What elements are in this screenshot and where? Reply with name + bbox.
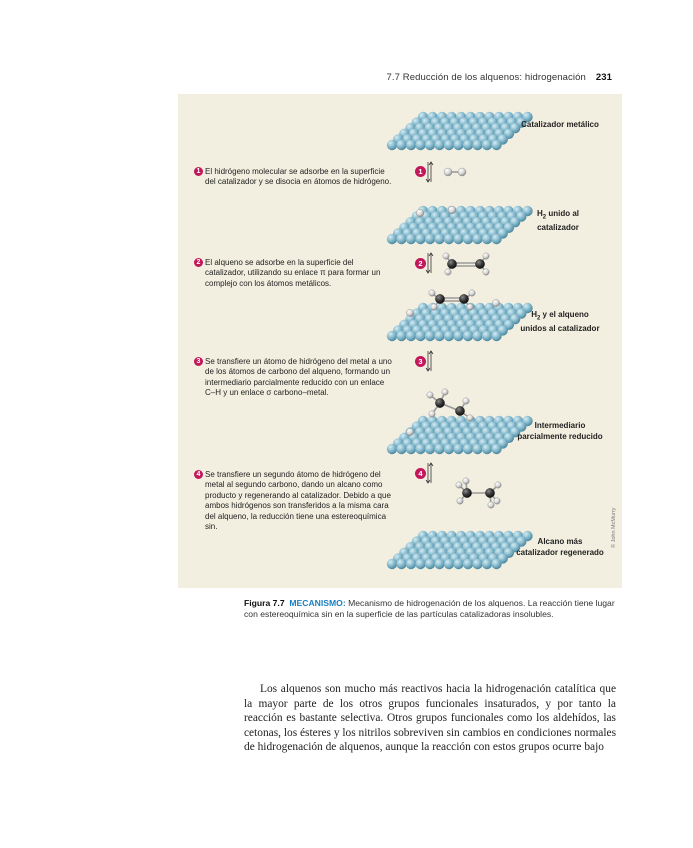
c-atom [485, 488, 494, 497]
c-atom [455, 406, 464, 415]
h-atom [429, 290, 435, 296]
stage-label-h2-bound: $H_2$ unido al catalizador [536, 209, 579, 233]
running-head-section: 7.7 Reducción de los alquenos: hidrogenación [386, 72, 586, 83]
c-atom [459, 294, 468, 303]
h-atom [416, 209, 424, 217]
stage-label-catalyst: Catalizador metálico [521, 120, 599, 129]
step-1-text: El hidrógeno molecular se adsorbe en la superficie del catalizador y se disocia en átomos de hidrógeno. [205, 167, 392, 187]
mid-badge-1: 1 [415, 166, 426, 177]
stage-label-regenerated: Alcano más catalizador regenerado [516, 537, 604, 557]
figure-caption [244, 598, 616, 620]
step-2 [194, 258, 394, 289]
step-3 [194, 357, 394, 399]
body-paragraph: Los alquenos son mucho más reactivos hacia la hidrogenación catalítica que la mayor parte de los otros grupos funcionales insaturados, y por tanto la reacción es bastante selectiva. Otros grupos funcionales como los aldehídos, las cetonas, los ésteres y los nitrilos sobreviven sin cambios en condiciones normales de hidrogenación de alquenos, aunque la reacción con estos grupos ocurre bajo [244, 683, 617, 754]
h-atom [458, 168, 466, 176]
photo-credit: © John McMurry [611, 507, 617, 548]
h-atom [427, 392, 433, 398]
step-3-badge: 3 [194, 357, 203, 366]
step-4 [194, 470, 394, 532]
h-atom [406, 309, 413, 316]
h-atom [483, 253, 489, 259]
step-4-text: Se transfiere un segundo átomo de hidrógeno del metal al segundo carbono, dando un alcano como producto y regenerando al catalizador. Debido a que ambos hidrógenos son transferidos a la misma cara del alqueno, la reducción tiene una estereoquímica sin. [205, 470, 391, 532]
step-3-text: Se transfiere un átomo de hidrógeno del metal a uno de los átomos de carbono del alqueno, formando un intermediario parcialmente reducido con un enlace C–H y un enlace σ carbono–metal. [205, 357, 392, 398]
step-1-badge: 1 [194, 167, 203, 176]
stage-label-intermediate: Intermediario parcialmente reducido [517, 421, 603, 441]
step-4-badge: 4 [194, 470, 203, 479]
h-atom [495, 482, 501, 488]
mid-badge-4: 4 [415, 468, 426, 479]
catalyst-surface-1 [387, 112, 533, 150]
h-atom [457, 498, 463, 504]
stage-label-h2-alkene: $H_2$ y el alqueno unidos al catalizador [520, 310, 600, 334]
h-atom [488, 502, 494, 508]
c-atom [447, 259, 456, 268]
h-atom [445, 269, 451, 275]
c-atom [435, 294, 444, 303]
step-2-text: El alqueno se adsorbe en la superficie del catalizador, utilizando su enlace π para formar un complejo con los átomos metálicos. [205, 258, 381, 288]
caption-text: Mecanismo de hidrogenación de los alquenos. La reacción tiene lugar con estereoquímica sin en la superficie de las partículas catalizadoras insolubles. [244, 598, 615, 619]
caption-figure-label: Figura 7.7 [244, 598, 285, 608]
step-2-badge: 2 [194, 258, 203, 267]
h-atom [444, 168, 452, 176]
h-atom [406, 428, 413, 435]
c-atom [435, 398, 444, 407]
h-atom [429, 411, 435, 417]
h-atom [431, 304, 437, 310]
page-number: 231 [595, 72, 612, 83]
h-atom [463, 478, 469, 484]
caption-mechanism-label: MECANISMO: [289, 598, 346, 608]
c-atom [475, 259, 484, 268]
h-atom [456, 482, 462, 488]
h-atom [463, 398, 469, 404]
h-atom [469, 290, 475, 296]
c-atom [462, 488, 471, 497]
mid-badge-2: 2 [415, 258, 426, 269]
mid-badge-3: 3 [415, 356, 426, 367]
h-atom [442, 389, 448, 395]
h-atom [492, 299, 499, 306]
h-atom [467, 304, 473, 310]
h-atom [443, 253, 449, 259]
h-atom [467, 415, 473, 421]
h-atom [494, 498, 500, 504]
h-atom [483, 269, 489, 275]
h-atom [448, 206, 456, 214]
step-1 [194, 167, 394, 188]
